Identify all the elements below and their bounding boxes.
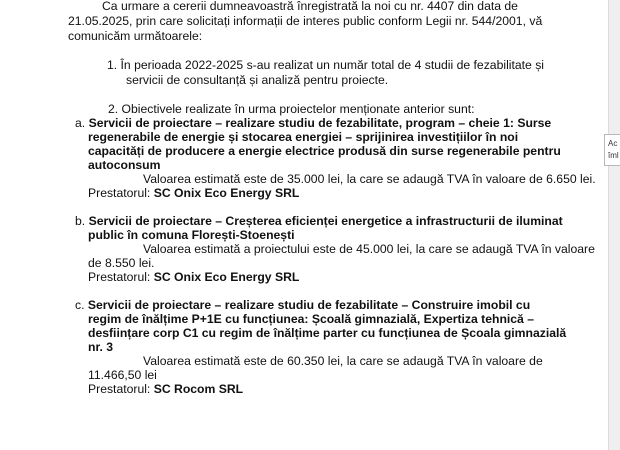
point-2-heading: 2. Obiectivele realizate în urma proiectelor menționate anterior sunt: (108, 102, 475, 116)
scrollbar-track[interactable] (608, 0, 620, 450)
item-b-provider-name: SC Onix Eco Energy SRL (153, 270, 300, 284)
item-a-title-line-1 (75, 116, 551, 130)
item-b-provider-label: Prestatorul: (88, 270, 154, 284)
item-b-value-line-2: de 8.550 lei. (88, 256, 155, 270)
item-b-prefix: b. (75, 214, 89, 228)
item-c-title-line-1 (75, 298, 530, 312)
item-a-title-part-1: Servicii de proiectare – realizare studiu de fezabilitate, program – cheie 1: Surse (88, 116, 552, 130)
item-c-provider (88, 382, 243, 396)
item-c-value-line-2: 11.466,50 lei (88, 368, 157, 382)
item-c-provider-name: SC Rocom SRL (153, 382, 244, 396)
side-tooltip-line-1: Ac (608, 139, 618, 148)
item-c-value-line-1: Valoarea estimată este de 60.350 lei, la care se adaugă TVA în valoare de (143, 354, 543, 368)
item-b-value-line-1: Valoarea estimată a proiectului este de 45.000 lei, la care se adaugă TVA în valoare (143, 242, 595, 256)
item-b-title-line-2: public în comuna Florești-Stoenești (88, 228, 295, 242)
item-b-title-line-1 (75, 214, 563, 228)
item-c-title-line-4: nr. 3 (88, 340, 114, 354)
item-a-title-line-2: regenerabile de energie și stocarea energiei – sprijinirea investițiilor în noi (88, 130, 519, 144)
item-b-title-part-1: Servicii de proiectare – Creșterea eficienței energetice a infrastructurii de iluminat (88, 214, 563, 228)
intro-line-2: 21.05.2025, prin care solicitați informații de interes public conform Legii nr. 544/2001, vă (68, 14, 543, 28)
intro-line-3: comunicăm următoarele: (68, 29, 203, 43)
item-c-title-part-1: Servicii de proiectare – realizare studiu de fezabilitate – Construire imobil cu (87, 298, 531, 312)
item-a-provider (88, 186, 299, 200)
item-c-prefix: c. (75, 298, 88, 312)
item-c-title-line-3: desființare corp C1 cu regim de înălțime parter cu funcțiunea de Școala gimnazială (88, 326, 567, 340)
item-a-provider-name: SC Onix Eco Energy SRL (153, 186, 300, 200)
side-tooltip (604, 134, 620, 166)
side-tooltip-line-2: îml (608, 151, 619, 160)
item-a-title-line-4: autoconsum (88, 158, 161, 172)
point-1-line-1: 1. În perioada 2022-2025 s-au realizat un număr total de 4 studii de fezabilitate și (107, 58, 544, 72)
point-1-line-2: servicii de consultanță și analiză pentru proiecte. (126, 73, 389, 87)
item-a-value-line-1: Valoarea estimată este de 35.000 lei, la care se adaugă TVA în valoare de 6.650 lei. (143, 172, 596, 186)
item-a-title-line-3: capacități de producere a energie electrice produsă din surse regenerabile pentru (88, 144, 561, 158)
item-c-provider-label: Prestatorul: (88, 382, 154, 396)
item-b-provider (88, 270, 299, 284)
item-c-title-line-2: regim de înălțime P+1E cu funcțiunea: Școală gimnazială, Expertiza tehnică – (88, 312, 535, 326)
item-a-provider-label: Prestatorul: (88, 186, 154, 200)
item-a-prefix: a. (75, 116, 89, 130)
intro-line-1: Ca urmare a cererii dumneavoastră înregistrată la noi cu nr. 4407 din data de (102, 0, 518, 13)
